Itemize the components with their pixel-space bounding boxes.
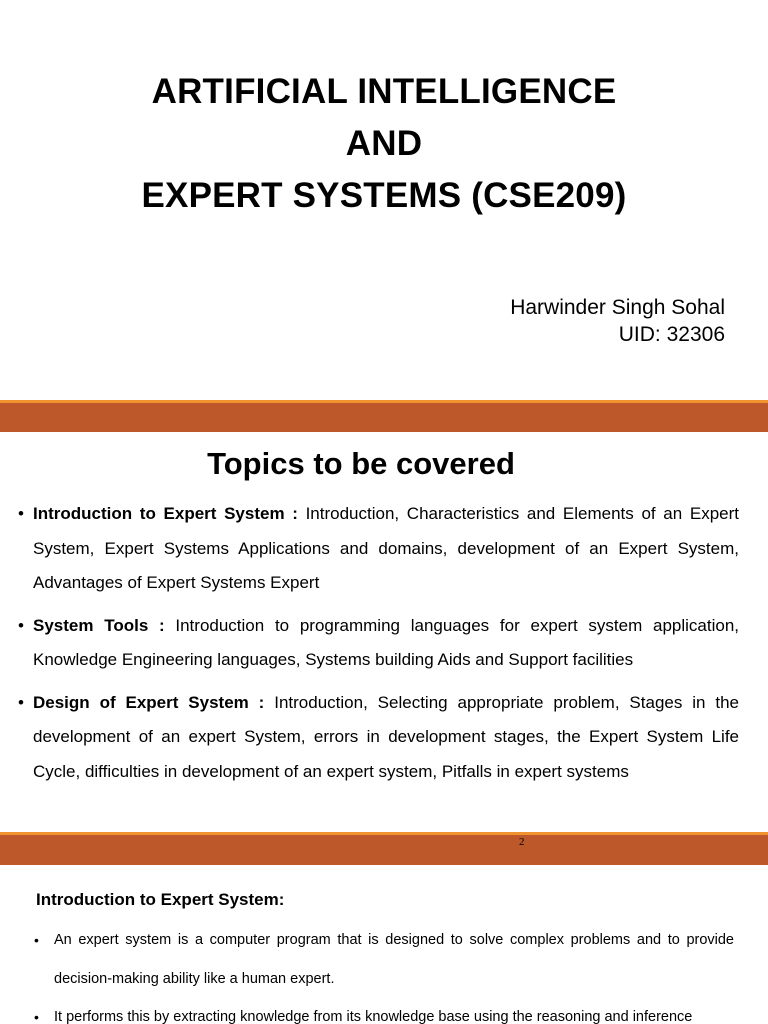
topics-slide bbox=[0, 432, 768, 832]
page-number: 2 bbox=[519, 836, 525, 848]
topic-label: System Tools : bbox=[33, 615, 165, 635]
bullet-icon: • bbox=[34, 1009, 39, 1024]
bullet-icon: • bbox=[18, 504, 24, 523]
slide-separator-band bbox=[0, 835, 768, 865]
title-slide bbox=[0, 0, 768, 400]
topic-text: Introduction, Selecting appropriate problem, Stages in the development of an expert System, errors in development stages, the Expert System Life Cycle, difficulties in development of an expert system, Pitfalls in expert systems bbox=[33, 692, 739, 781]
bullet-icon: • bbox=[18, 692, 24, 712]
bullet-icon: • bbox=[18, 615, 24, 635]
intro-slide bbox=[0, 865, 768, 1024]
list-item bbox=[18, 609, 739, 678]
slide-heading: Topics to be covered bbox=[207, 446, 515, 481]
list-item-text: An expert system is a computer program that is designed to solve complex problems and to provide decision-making ability like a human expert. bbox=[54, 932, 734, 987]
slide-title-line-2: AND bbox=[345, 124, 423, 163]
bullet-icon: • bbox=[34, 932, 39, 948]
author-name: Harwinder Singh Sohal bbox=[510, 296, 725, 319]
slide-heading: Introduction to Expert System: bbox=[36, 890, 285, 909]
slide-title-line-3: EXPERT SYSTEMS (CSE209) bbox=[141, 176, 627, 215]
list-item-text: It performs this by extracting knowledge from its knowledge base using the reasoning and inference bbox=[54, 1009, 693, 1024]
list-item bbox=[18, 686, 739, 790]
topic-text: Introduction to programming languages for expert system application, Knowledge Engineering languages, Systems building Aids and Support facilities bbox=[33, 615, 739, 669]
slide-title-line-1: ARTIFICIAL INTELLIGENCE bbox=[151, 72, 617, 111]
list-item bbox=[34, 998, 734, 1024]
topics-list bbox=[18, 497, 739, 797]
topic-text: Introduction, Characteristics and Elements of an Expert System, Expert Systems Applications and domains, development of an Expert System, Advantages of Expert Systems Expert bbox=[33, 504, 739, 592]
list-item bbox=[18, 497, 739, 601]
list-item bbox=[34, 921, 734, 998]
intro-list bbox=[34, 921, 734, 1024]
author-uid: UID: 32306 bbox=[618, 323, 725, 346]
slide-separator-band bbox=[0, 403, 768, 432]
topic-label: Introduction to Expert System : bbox=[33, 504, 298, 523]
topic-label: Design of Expert System : bbox=[33, 692, 265, 712]
